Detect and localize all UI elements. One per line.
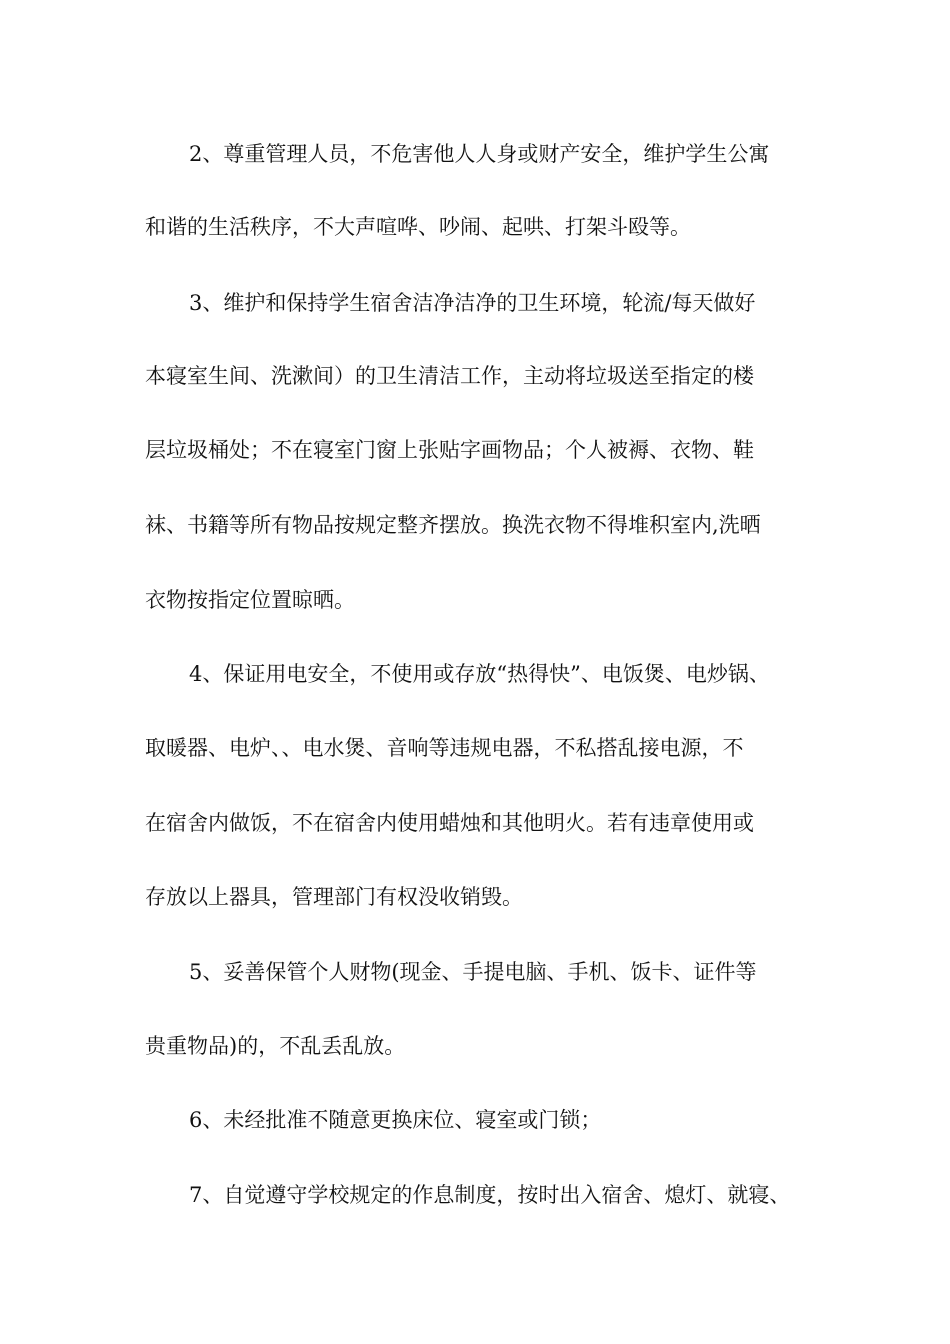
- paragraph-2-line-1: 2、尊重管理人员，不危害他人人身或财产安全，维护学生公寓: [189, 142, 770, 166]
- paragraph-4-line-2: 取暖器、电炉、、电水煲、音响等违规电器，不私搭乱接电源，不: [145, 736, 744, 760]
- paragraph-4-line-1: 4、保证用电安全，不使用或存放“热得快”、电饭煲、电炒锅、: [189, 662, 770, 686]
- paragraph-7-line-1: 7、自觉遵守学校规定的作息制度，按时出入宿舍、熄灯、就寝、: [189, 1183, 791, 1207]
- paragraph-2-line-2: 和谐的生活秩序，不大声喧哗、吵闹、起哄、打架斗殴等。: [145, 215, 691, 239]
- paragraph-5-line-1: 5、妥善保管个人财物(现金、手提电脑、手机、饭卡、证件等: [189, 960, 757, 984]
- paragraph-3-line-3: 层垃圾桶处；不在寝室门窗上张贴字画物品；个人被褥、衣物、鞋: [145, 438, 754, 462]
- paragraph-3-line-1: 3、维护和保持学生宿舍洁净洁净的卫生环境，轮流/每天做好: [189, 291, 756, 315]
- paragraph-3-line-4: 袜、书籍等所有物品按规定整齐摆放。换洗衣物不得堆积室内,洗晒: [145, 513, 761, 537]
- paragraph-6-line-1: 6、未经批准不随意更换床位、寝室或门锁；: [189, 1108, 602, 1132]
- paragraph-3-line-2: 本寝室生间、洗漱间）的卫生清洁工作，主动将垃圾送至指定的楼: [145, 364, 754, 388]
- paragraph-4-line-3: 在宿舍内做饭，不在宿舍内使用蜡烛和其他明火。若有违章使用或: [145, 811, 754, 835]
- paragraph-5-line-2: 贵重物品)的，不乱丢乱放。: [145, 1034, 406, 1058]
- paragraph-3-line-5: 衣物按指定位置晾晒。: [145, 588, 355, 612]
- paragraph-4-line-4: 存放以上器具，管理部门有权没收销毁。: [145, 885, 523, 909]
